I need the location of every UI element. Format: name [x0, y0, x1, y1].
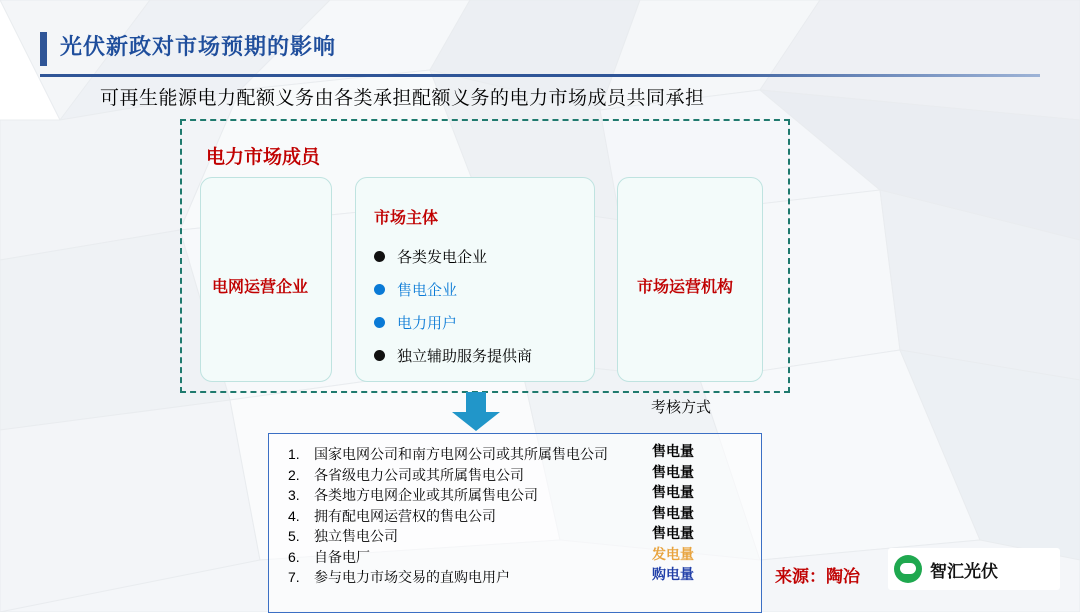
list-item-label: 参与电力市场交易的直购电用户	[314, 569, 510, 586]
page-title: 光伏新政对市场预期的影响	[60, 34, 337, 59]
list-item-number: 5.	[288, 528, 300, 545]
list-item-label: 独立售电公司	[314, 528, 398, 545]
assessment-method-label: 考核方式	[651, 399, 712, 416]
obligation-list	[288, 444, 708, 588]
down-arrow-icon	[448, 392, 504, 437]
bullet-dot-icon	[374, 251, 385, 262]
list-item	[288, 465, 708, 486]
list-item	[374, 339, 589, 372]
list-item	[374, 306, 589, 339]
market-members-label: 电力市场成员	[206, 147, 321, 168]
bullet-label: 独立辅助服务提供商	[397, 348, 533, 365]
wechat-badge-label: 智汇光伏	[930, 561, 998, 581]
bullet-dot-icon	[374, 317, 385, 328]
metric-value: 发电量	[652, 545, 694, 562]
list-item-label: 国家电网公司和南方电网公司或其所属售电公司	[314, 446, 608, 463]
list-item-label: 拥有配电网运营权的售电公司	[314, 507, 496, 524]
metric-value: 售电量	[652, 463, 694, 480]
list-item	[288, 444, 708, 465]
list-item	[374, 240, 589, 273]
grid-operator-label: 电网运营企业	[212, 279, 309, 296]
list-item	[374, 273, 589, 306]
metric-value: 售电量	[652, 484, 694, 501]
metric-value: 售电量	[652, 525, 694, 542]
market-entity-label: 市场主体	[374, 210, 439, 227]
list-item	[288, 547, 708, 568]
list-item	[288, 485, 708, 506]
title-accent-bar	[40, 32, 47, 66]
list-item-label: 自备电厂	[314, 548, 370, 565]
bullet-label: 电力用户	[397, 315, 458, 332]
list-item-label: 各类地方电网企业或其所属售电公司	[314, 487, 538, 504]
bullet-label: 售电企业	[397, 282, 458, 299]
subheadline: 可再生能源电力配额义务由各类承担配额义务的电力市场成员共同承担	[100, 88, 705, 109]
list-item-number: 1.	[288, 446, 300, 463]
list-item-number: 7.	[288, 569, 300, 586]
bullet-label: 各类发电企业	[397, 249, 488, 266]
source-label: 来源：陶冶	[775, 567, 860, 586]
metric-value: 售电量	[652, 504, 694, 521]
bullet-dot-icon	[374, 350, 385, 361]
wechat-logo-icon	[894, 555, 922, 583]
list-item-number: 2.	[288, 466, 300, 483]
list-item	[288, 506, 708, 527]
market-entity-bullets	[374, 240, 589, 372]
wechat-badge	[888, 548, 1060, 590]
metric-column	[652, 441, 742, 585]
list-item-number: 4.	[288, 507, 300, 524]
list-item-number: 6.	[288, 548, 300, 565]
metric-value: 售电量	[652, 443, 694, 460]
title-underline	[40, 74, 1040, 77]
list-item-label: 各省级电力公司或其所属售电公司	[314, 466, 524, 483]
bullet-dot-icon	[374, 284, 385, 295]
list-item-number: 3.	[288, 487, 300, 504]
market-operator-label: 市场运营机构	[637, 279, 734, 296]
list-item	[288, 567, 708, 588]
list-item	[288, 526, 708, 547]
metric-value: 购电量	[652, 566, 694, 583]
